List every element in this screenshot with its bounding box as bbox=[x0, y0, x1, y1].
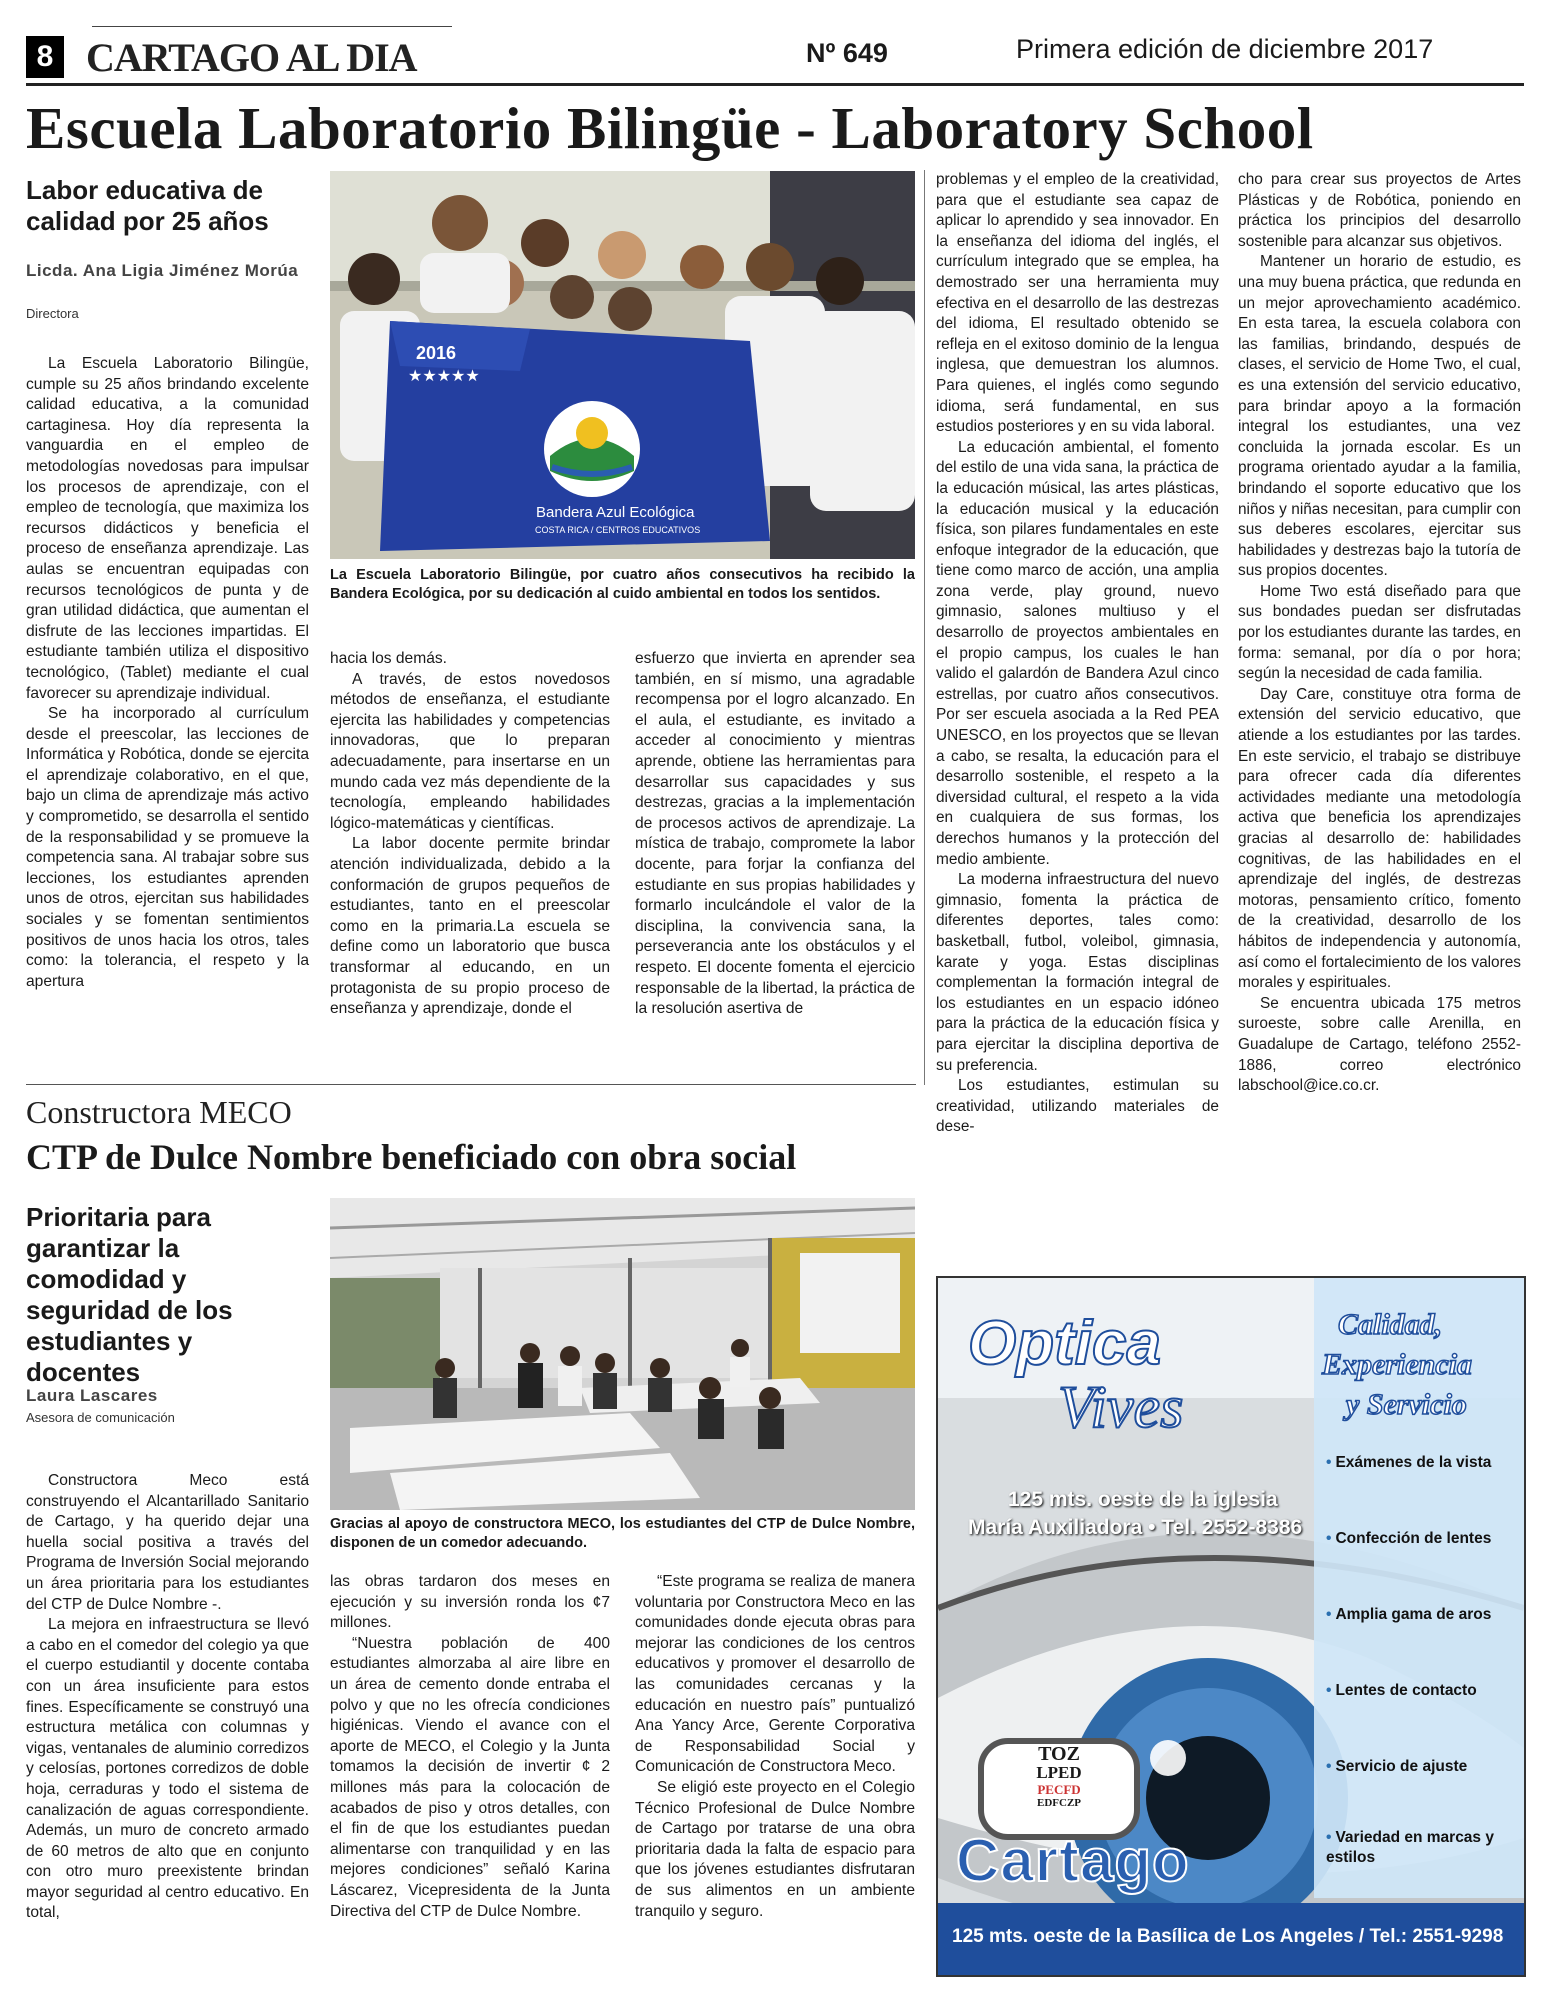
paragraph: “Nuestra población de 400 estudiantes almorzaba al aire libre en un área de cemento donde entraba el polvo y que no les ofrecía condiciones higiénicas. Viendo el avance con el aporte de MECO, el Colegio y la Junta tomamos la decisión de invertir ¢ 2 millones más para la colocación de acabados de piso y otros detalles, con el fin de que los estudiantes puedan alimentarse con tranquilidad y en las mejores condiciones” señaló Karina Láscarez, Vicepresidenta de la Junta Directiva del CTP de Dulce Nombre. bbox=[330, 1634, 610, 1920]
issue-number: Nº 649 bbox=[806, 38, 888, 68]
paragraph: Day Care, constituye otra forma de extensión del servicio educativo, que atiende a los estudiantes por las tardes. En este servicio, el trabajo se distribuye para ofrecer cada día diferentes actividades mediante una metodología activa que beneficia los aprendizajes gracias al desarrollo de: habilidades cognitivas, de las habilidades en el aprendizaje del inglés, de destrezas motoras, pensamiento crítico, fomento de la creatividad, desarrollo de los hábitos de independencia y autonomía, así como el fortalecimiento de los valores morales y espirituales. bbox=[1238, 685, 1521, 992]
article2-author-role: Asesora de comunicación bbox=[26, 1410, 175, 1425]
paragraph: Se ha incorporado al currículum desde el preescolar, las lecciones de Informática y Robótica, donde se ejercita el aprendizaje colaborativo, en el que, bajo un clima de aprendizaje más activo y comprometido, se desarrolla el sentido de la responsabilidad y se promueve la competencia sana. Al trabajar sobre sus lecciones, los estudiantes aprenden unos de otros, ejercitan sus habilidades sociales y se fomentan sentimientos positivos de unos hacia los otros, tales como: la tolerancia, el respeto y la apertura bbox=[26, 705, 309, 990]
ad-slogan-2: Experiencia bbox=[1322, 1348, 1472, 1381]
flag-text: Bandera Azul Ecológica bbox=[536, 504, 695, 521]
paragraph: Mantener un horario de estudio, es una muy buena práctica, que redunda en un mejor aprovechamiento académico. En esta tarea, la escuela colabora con las familias, brindando, después de clases, el servicio de Home Two, el cual, es una extensión del servicio educativo, para brindar apoyo a la formación integral los estudiantes, una vez concluida la jornada escolar. Es un programa orientado ayudar a la familia, brindando el soporte educativo que los niños y niñas necesitan, para cumplir con sus deberes escolares, ejercitar sus habilidades y destrezas bajo la tutoría de sus propios docentes. bbox=[1238, 253, 1521, 580]
eye-chart-row: EDFCZP bbox=[1037, 1797, 1081, 1809]
article1-column-3 bbox=[635, 649, 915, 1020]
paragraph: La labor docente permite brindar atención individualizada, debido a la conformación de grupos pequeños de estudiantes, tanto en el preescolar como en la primaria.La escuela se define como un laboratorio que busca transformar al educando, en un protagonista de su propio proceso de enseñanza y aprendizaje, donde el bbox=[330, 835, 610, 1018]
paragraph: esfuerzo que invierta en aprender sea también, en sí mismo, una agradable recompensa por el logro alcanzado. En el aula, el estudiante, es invitado a acceder al conocimiento y mientras aprende, obtiene las herramientas para desarrollar sus capacidades y sus destrezas, gracias a la implementación de procesos activos de aprendizaje. La mística de trabajo, compromete la labor docente, para forjar la confianza del estudiante en sus propias habilidades y formarlo inculcándole el valor de la disciplina, la convivencia sana, la perseverancia ante los obstáculos y el respeto. El docente fomenta el ejercicio responsable de la libertad, la práctica de la resolución asertiva de bbox=[635, 650, 915, 1018]
eye-chart-row: TOZ bbox=[1038, 1743, 1080, 1765]
paragraph: Constructora Meco está construyendo el Alcantarillado Sanitario de Cartago, y ha querido dejar una huella social positiva a través del Programa de Inversión Social mejorando un área prioritaria para los estudiantes del CTP de Dulce Nombre -. bbox=[26, 1472, 309, 1613]
article1-column-1 bbox=[26, 354, 309, 992]
paragraph: La mejora en infraestructura se llevó a cabo en el comedor del colegio ya que el cuerpo estudiantil y docente contaba con un área insuficiente para estos fines. Específicamente se construyó una estructura metálica con columnas y vigas, ventanales de aluminio corredizos y celosías, portones corredizos de doble hoja, cerraduras y todo el sistema de canalización de aguas correspondiente. Además, un muro de concreto armado de 60 metros de alto que en conjunto con otro muro preexistente brindan mayor seguridad al centro educativo. En total, bbox=[26, 1616, 309, 1922]
article2-subtitle: Prioritaria para garantizar la comodidad y seguridad de los estudiantes y docentes bbox=[26, 1202, 233, 1387]
article1-photo bbox=[330, 171, 915, 559]
edition-date: Primera edición de diciembre 2017 bbox=[1016, 34, 1434, 64]
article1-column-2 bbox=[330, 649, 610, 1020]
masthead-bottom-rule bbox=[26, 83, 1524, 86]
ad-service-item: • Amplia gama de aros bbox=[1326, 1606, 1492, 1623]
article2-column-1 bbox=[26, 1471, 309, 1924]
paragraph: problemas y el empleo de la creatividad, para que el estudiante sea capaz de aplicar lo aprendido y sea innovador. En la enseñanza del idioma del inglés, el currículum integrado que se emplea, ha demostrado ser una herramienta muy efectiva en el desarrollo de las destrezas del idioma, El resultado obtenido se refleja en el exitoso dominio de la lengua inglesa, que demuestran los alumnos. Para quienes, el inglés como segundo idioma, será fundamental, en sus estudios posteriores y en su vida laboral. bbox=[936, 171, 1219, 436]
article1-column-4 bbox=[936, 170, 1219, 1138]
cafeteria-photo bbox=[330, 1198, 915, 1510]
article2-title: CTP de Dulce Nombre beneficiado con obra social bbox=[26, 1137, 797, 1177]
paragraph: A través, de estos novedosos métodos de enseñanza, el estudiante ejercita las habilidades y competencias innovadoras, que lo preparan adecuadamente, para insertarse en un mundo cada vez más dependiente de la tecnología, empleando habilidades lógico-matemáticas y científicas. bbox=[330, 670, 610, 832]
flag-year: 2016 bbox=[416, 343, 457, 363]
paragraph: Home Two está diseñado para que sus bondades puedan ser disfrutadas por los estudiantes durante las tardes, en forma: semanal, por día o por hora; según la necesidad de cada familia. bbox=[1238, 582, 1521, 683]
ad-service-item: • Exámenes de la vista bbox=[1326, 1454, 1492, 1471]
page-number: 8 bbox=[36, 40, 54, 73]
article1-column-5 bbox=[1238, 170, 1521, 1097]
ad-footer-text: 125 mts. oeste de la Basílica de Los Angeles / Tel.: 2551-9298 bbox=[952, 1926, 1504, 1947]
article1-title: Escuela Laboratorio Bilingüe - Laboratory School bbox=[26, 95, 1314, 161]
eye-chart bbox=[978, 1738, 1140, 1840]
ad-service-item: • Variedad en marcas y estilos bbox=[1326, 1829, 1494, 1866]
flag-stars: ★★★★★ bbox=[408, 366, 480, 385]
ad-address-2: María Auxiliadora • Tel. 2552-8386 bbox=[968, 1516, 1303, 1539]
flag-subtext: COSTA RICA / CENTROS EDUCATIVOS bbox=[535, 525, 701, 535]
paragraph: cho para crear sus proyectos de Artes Plásticas y de Robótica, poniendo en práctica los principios del desarrollo sostenible para alcanzar sus objetivos. bbox=[1238, 171, 1521, 250]
paragraph: Se encuentra ubicada 175 metros suroeste, sobre calle Arenilla, en Guadalupe de Cartago, teléfono 2552-1886, correo electrónico labschool@ice.co.cr. bbox=[1238, 994, 1521, 1095]
article2-column-3 bbox=[635, 1572, 915, 1922]
masthead-rule bbox=[92, 26, 452, 27]
ad-brand-surname: Vives bbox=[1058, 1374, 1184, 1440]
students-flag-photo bbox=[330, 171, 915, 559]
ad-city: Cartago bbox=[956, 1827, 1190, 1894]
article2-column-2 bbox=[330, 1572, 610, 1922]
paragraph: Los estudiantes, estimulan su creatividad, utilizando materiales de dese- bbox=[936, 1077, 1219, 1136]
ad-service-item: • Servicio de ajuste bbox=[1326, 1758, 1468, 1775]
article2-kicker: Constructora MECO bbox=[26, 1094, 292, 1130]
article1-author-role: Directora bbox=[26, 306, 79, 321]
paragraph: las obras tardaron dos meses en ejecución y su inversión ronda los ¢7 millones. bbox=[330, 1573, 610, 1632]
eye-chart-row: PECFD bbox=[1037, 1782, 1081, 1797]
paragraph: hacia los demás. bbox=[330, 650, 448, 667]
ad-slogan-3: y Servicio bbox=[1346, 1388, 1467, 1421]
paragraph: La Escuela Laboratorio Bilingüe, cumple su 25 años brindando excelente calidad educativa, a la comunidad cartaginesa. Hoy día representa la vanguardia en el empleo de metodologías novedosas para impulsar los procesos de aprendizaje, con el empleo de tecnología, que maximiza los recursos didácticos y beneficia el proceso de enseñanza aprendizaje. Las aulas se encuentran equipadas con recursos tecnológicos de punta y de gran utilidad didáctica, que aumentan el disfrute de las lecciones impartidas. El estudiante también utiliza el dispositivo tecnológico, (Tablet) mediante el cual favorecer su aprendizaje individual. bbox=[26, 355, 309, 702]
paragraph: “Este programa se realiza de manera voluntaria por Constructora Meco en las comunidades donde ejecuta obras para mejorar las condiciones de los centros educativos y promover el desarrollo de las comunidades cercanas y la educación en nuestro país” puntualizó Ana Yancy Arce, Gerente Corporativa de Responsabilidad Social y Comunicación de Constructora Meco. bbox=[635, 1573, 915, 1776]
ad-service-item: • Lentes de contacto bbox=[1326, 1682, 1477, 1699]
article2-author: Laura Lascares bbox=[26, 1386, 158, 1405]
article1-author: Licda. Ana Ligia Jiménez Morúa bbox=[26, 261, 299, 280]
optica-vives-ad bbox=[936, 1276, 1526, 1977]
eye-chart-row: LPED bbox=[1036, 1763, 1082, 1782]
ad-service-item: • Confección de lentes bbox=[1326, 1530, 1492, 1547]
paragraph: La educación ambiental, el fomento del estilo de una vida sana, la práctica de la educación músical, las artes plásticas, la educación musical y la educación física, son pilares fundamentales en este enfoque integrador de la educación, que tiene como marco de acción, una amplia zona verde, play ground, nuevo gimnasio, salones multiuso y el desarrollo de proyectos ambientales en el propio campus, los cuales le han valido el galardón de Bandera Azul cinco estrellas, por cuatro años consecutivos. Por ser escuela asociada a la Red PEA UNESCO, en los proyectos que se llevan a cabo, se resalta, la educación para el desarrollo sostenible, el respeto a la diversidad cultural, el respeto a la vida en cualquiera de sus formas, los derechos humanos y la protección del medio ambiente. bbox=[936, 438, 1219, 868]
paragraph: Se eligió este proyecto en el Colegio Técnico Profesional de Dulce Nombre de Cartago por tratarse de una obra prioritaria dada la falta de espacio para que los jóvenes estudiantes disfrutaran de sus alimentos en un ambiente tranquilo y seguro. bbox=[635, 1778, 915, 1920]
paper-name: CARTAGO AL DIA bbox=[86, 35, 417, 80]
article1-subtitle: Labor educativa de calidad por 25 años bbox=[26, 175, 269, 236]
ad-address-1: 125 mts. oeste de la iglesia bbox=[1008, 1488, 1278, 1511]
ad-slogan-1: Calidad, bbox=[1338, 1308, 1443, 1341]
paragraph: La moderna infraestructura del nuevo gimnasio, fomenta la práctica de diferentes deportes, tales como: basketball, futbol, voleibol, gimnasia, karate y yoga. Estas disciplinas complementan la formación integral de los estudiantes en un espacio idóneo para la práctica de la educación física y para ejercitar la disciplina deportiva de su preferencia. bbox=[936, 871, 1219, 1074]
article1-caption: La Escuela Laboratorio Bilingüe, por cuatro años consecutivos ha recibido la Bandera Ecológica, por su dedicación al cuido ambiental en todos los sentidos. bbox=[330, 567, 915, 602]
article2-top-rule bbox=[26, 1084, 916, 1085]
column-divider bbox=[924, 170, 925, 1085]
ad-brand-name: Optica bbox=[968, 1309, 1161, 1378]
page-number-box bbox=[26, 36, 64, 78]
article2-caption: Gracias al apoyo de constructora MECO, los estudiantes del CTP de Dulce Nombre, disponen de un comedor adecuando. bbox=[330, 1516, 915, 1551]
article2-photo bbox=[330, 1198, 915, 1510]
